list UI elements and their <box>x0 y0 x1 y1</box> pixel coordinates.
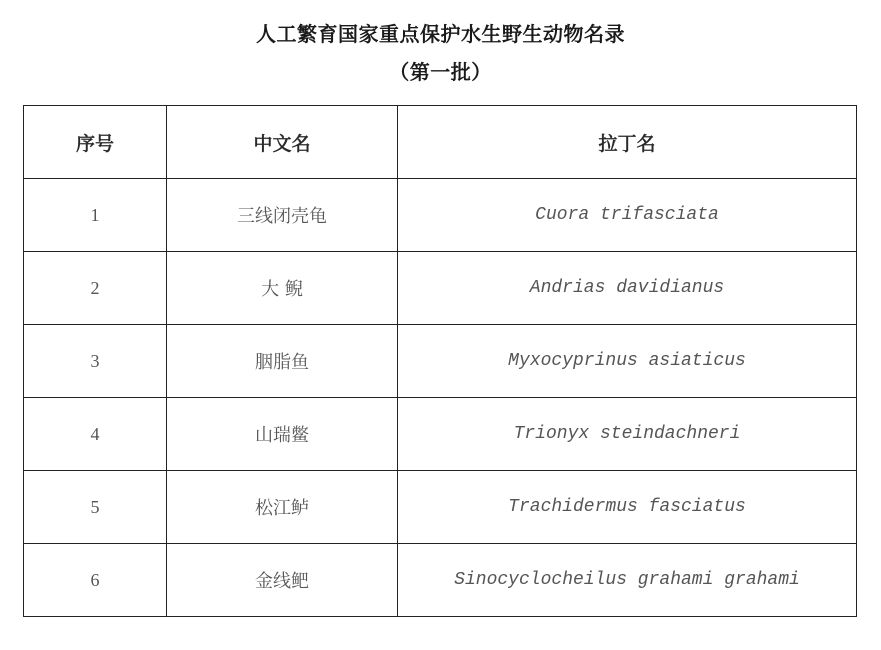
row-chinese-name: 山瑞鳖 <box>167 398 398 471</box>
row-chinese-name: 胭脂鱼 <box>167 325 398 398</box>
row-latin-name: Sinocyclocheilus grahami grahami <box>398 544 857 617</box>
header-index: 序号 <box>24 106 167 179</box>
row-index: 5 <box>24 471 167 544</box>
table-header-row <box>24 106 857 179</box>
row-chinese-name: 三线闭壳龟 <box>167 179 398 252</box>
table-row <box>24 252 857 325</box>
document-title: 人工繁育国家重点保护水生野生动物名录 <box>256 22 625 46</box>
row-chinese-name: 大 鲵 <box>167 252 398 325</box>
row-latin-name: Trachidermus fasciatus <box>398 471 857 544</box>
table-row <box>24 325 857 398</box>
row-latin-name: Cuora trifasciata <box>398 179 857 252</box>
row-latin-name: Andrias davidianus <box>398 252 857 325</box>
row-index: 6 <box>24 544 167 617</box>
row-index: 2 <box>24 252 167 325</box>
table-row <box>24 471 857 544</box>
header-chinese-name: 中文名 <box>167 106 398 179</box>
species-table <box>23 105 857 617</box>
row-chinese-name: 松江鲈 <box>167 471 398 544</box>
document-subtitle: （第一批） <box>389 60 492 84</box>
row-latin-name: Trionyx steindachneri <box>398 398 857 471</box>
row-latin-name: Myxocyprinus asiaticus <box>398 325 857 398</box>
row-chinese-name: 金线鲃 <box>167 544 398 617</box>
row-index: 3 <box>24 325 167 398</box>
table-row <box>24 544 857 617</box>
table-row <box>24 179 857 252</box>
header-latin-name: 拉丁名 <box>398 106 857 179</box>
row-index: 4 <box>24 398 167 471</box>
row-index: 1 <box>24 179 167 252</box>
table-row <box>24 398 857 471</box>
